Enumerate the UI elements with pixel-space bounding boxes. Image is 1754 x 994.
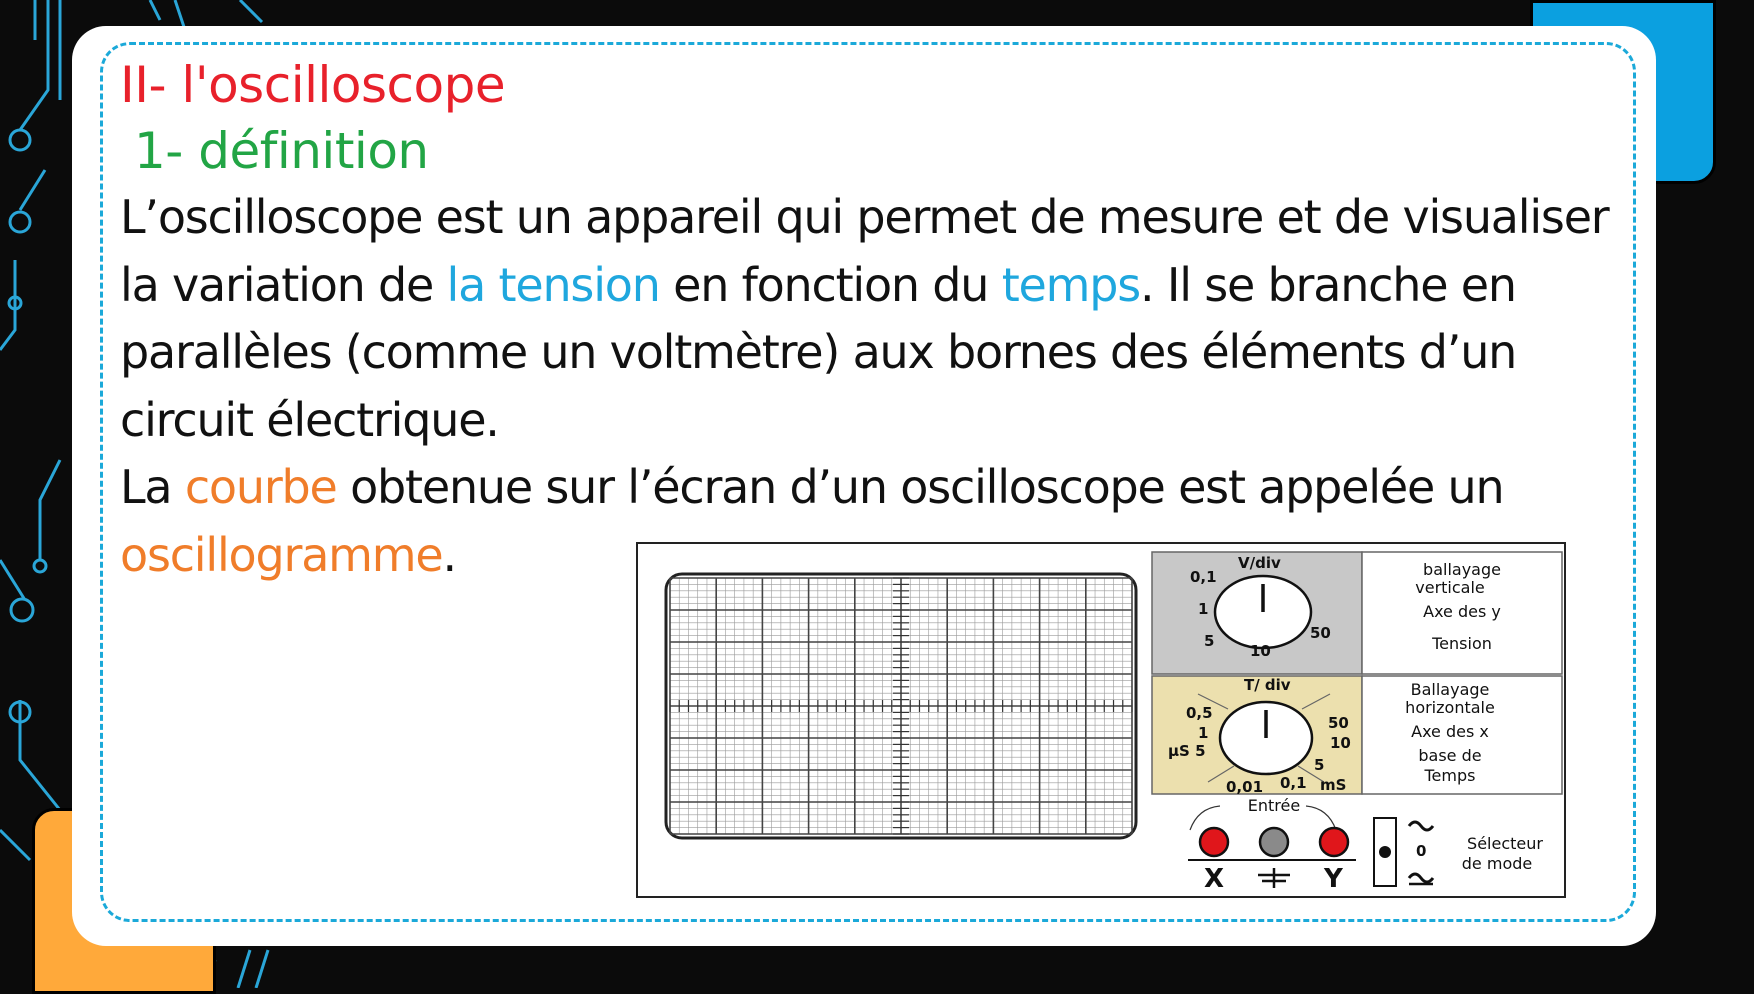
horizontal-desc-line: horizontale — [1405, 698, 1495, 717]
input-y-label: Y — [1324, 864, 1343, 894]
paragraph-text: La — [120, 460, 185, 514]
paragraph-text: obtenue sur l’écran d’un oscilloscope est appelée un — [336, 460, 1504, 514]
horizontal-desc-line: base de — [1418, 746, 1482, 765]
horizontal-desc-line: Temps — [1424, 766, 1476, 785]
paragraph-text: . — [442, 527, 456, 582]
mode-selector-label: Sélecteur — [1467, 834, 1543, 853]
paragraph-text: en fonction du — [659, 257, 1002, 312]
horizontal-desc-line: Axe des x — [1411, 722, 1489, 741]
paragraph-text: L’oscilloscope est un appareil qui permet de mesure et de visualiser la variation de — [120, 190, 1609, 312]
input-y-jack — [1320, 828, 1348, 856]
vdiv-tick: 1 — [1198, 600, 1209, 618]
input-label: Entrée — [1247, 796, 1301, 815]
tdiv-tick: μS 5 — [1168, 742, 1206, 760]
tdiv-tick: 10 — [1330, 734, 1351, 752]
section-subheading: 1- définition — [134, 122, 429, 180]
highlight-courbe: courbe — [184, 460, 337, 514]
mode-selector-label: de mode — [1461, 854, 1533, 873]
highlight-oscillogramme: oscillogramme — [120, 527, 443, 582]
vdiv-tick: 5 — [1204, 632, 1215, 650]
mode-zero-label: 0 — [1416, 842, 1427, 860]
text-block — [120, 52, 1640, 589]
vdiv-title: V/div — [1238, 554, 1281, 572]
vdiv-tick: 10 — [1250, 642, 1271, 660]
input-x-jack — [1200, 828, 1228, 856]
vertical-desc-line: Axe des y — [1423, 602, 1501, 621]
tdiv-tick: 0,01 — [1226, 778, 1264, 796]
tdiv-tick: 0,5 — [1186, 704, 1213, 722]
definition-paragraph — [120, 184, 1640, 454]
input-ground-jack — [1260, 828, 1288, 856]
vertical-desc-line: Tension — [1432, 634, 1492, 653]
vertical-desc-line: ballayage — [1423, 560, 1501, 579]
oscilloscope-diagram — [636, 542, 1566, 898]
tdiv-tick: 50 — [1328, 714, 1349, 732]
section-heading: II- l'oscilloscope — [120, 56, 506, 114]
tdiv-tick: mS — [1320, 776, 1347, 794]
tdiv-tick: 1 — [1198, 724, 1209, 742]
highlight-temps: temps — [1001, 257, 1140, 312]
tdiv-tick: 5 — [1314, 756, 1325, 774]
oscilloscope-screen — [666, 574, 1136, 838]
vertical-desc-line: verticale — [1415, 578, 1485, 597]
vdiv-tick: 50 — [1310, 624, 1331, 642]
horizontal-desc-line: Ballayage — [1410, 680, 1490, 699]
tdiv-title: T/ div — [1244, 676, 1291, 694]
highlight-tension: la tension — [446, 257, 660, 312]
paragraph-text: . Il se branche en parallèles (comme un voltmètre) aux bornes des éléments d’un circuit électrique. — [120, 257, 1517, 447]
vdiv-tick: 0,1 — [1190, 568, 1217, 586]
input-x-label: X — [1204, 864, 1225, 894]
tdiv-tick: 0,1 — [1280, 774, 1307, 792]
